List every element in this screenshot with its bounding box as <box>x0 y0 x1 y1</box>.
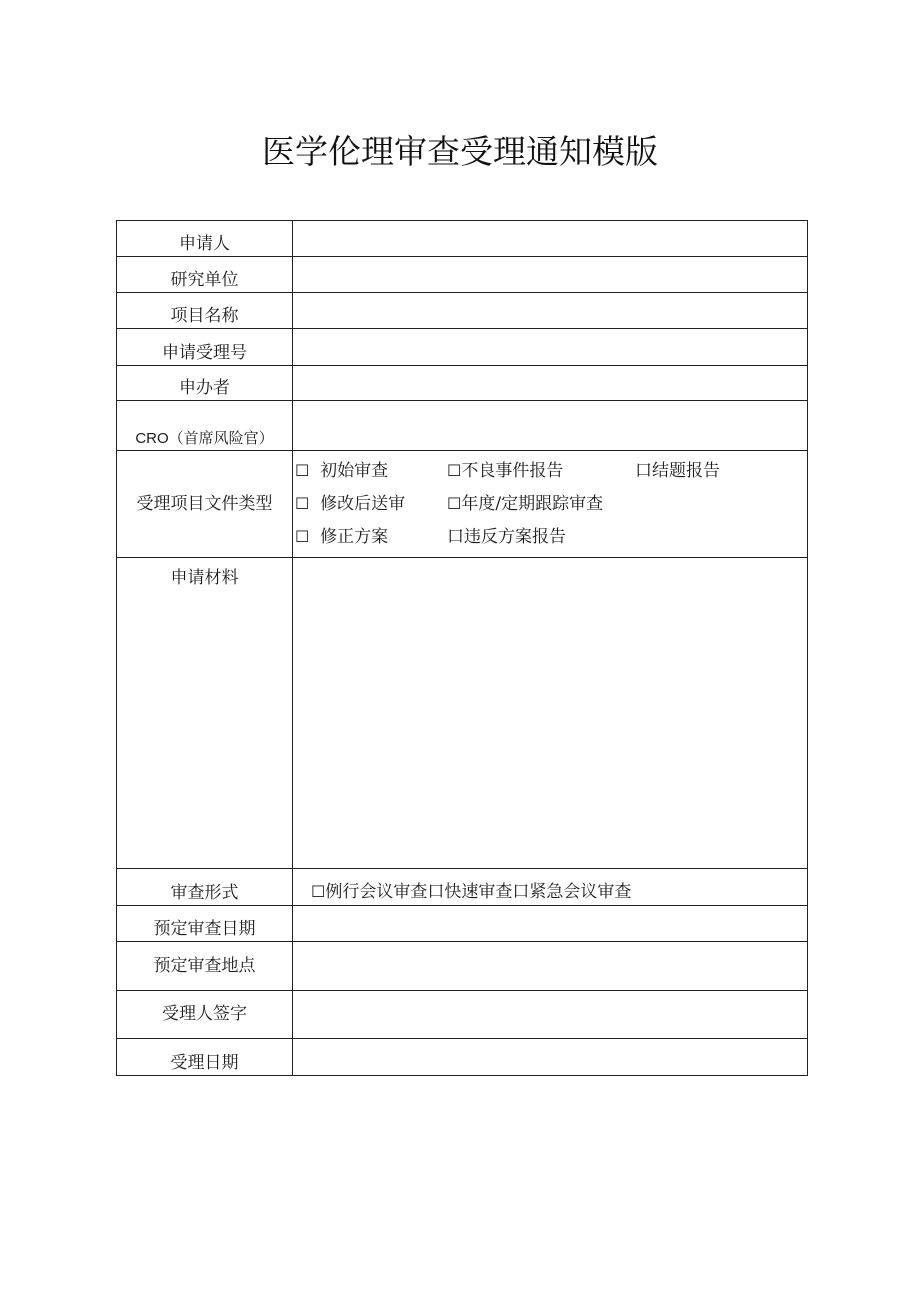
row-scheduled-date <box>117 906 808 942</box>
option-amendment-label: 修正方案 <box>320 527 389 547</box>
row-application-no <box>117 329 808 366</box>
project-name-label: 项目名称 <box>117 293 293 329</box>
option-initial-review-label: 初始审查 <box>320 461 389 481</box>
checkbox-icon: ☐ <box>447 461 462 480</box>
receiver-signature-field[interactable] <box>293 991 808 1039</box>
materials-field[interactable] <box>293 558 808 869</box>
sponsor-field[interactable] <box>293 366 808 401</box>
cro-label-text: CRO（首席风险官） <box>135 430 274 447</box>
option-violation-report[interactable] <box>447 529 566 546</box>
row-materials <box>117 558 808 869</box>
row-doc-type <box>117 451 808 558</box>
application-no-field[interactable] <box>293 329 808 366</box>
row-applicant <box>117 221 808 257</box>
row-research-unit <box>117 257 808 293</box>
option-revised-resubmit-label: 修改后送审 <box>320 494 406 514</box>
sponsor-label: 申办者 <box>117 366 293 401</box>
option-emergency-meeting[interactable] <box>512 882 631 902</box>
row-sponsor <box>117 366 808 401</box>
research-unit-field[interactable] <box>293 257 808 293</box>
option-violation-report-label: 违反方案报告 <box>464 527 566 547</box>
applicant-label: 申请人 <box>117 221 293 257</box>
checkbox-icon: ☐ <box>311 881 326 901</box>
checkbox-icon: 口 <box>512 881 530 902</box>
option-initial-review[interactable] <box>295 463 388 480</box>
checkbox-icon: ☐ <box>295 461 310 480</box>
option-adverse-event[interactable] <box>447 463 563 480</box>
cro-label <box>117 401 293 451</box>
scheduled-date-label: 预定审查日期 <box>117 906 293 942</box>
checkbox-icon: 口 <box>427 881 445 902</box>
checkbox-icon: 口 <box>635 461 652 481</box>
scheduled-date-field[interactable] <box>293 906 808 942</box>
option-adverse-event-label: 不良事件报告 <box>461 461 564 481</box>
scheduled-place-field[interactable] <box>293 942 808 991</box>
checkbox-icon: ☐ <box>295 527 310 546</box>
option-annual-tracking[interactable] <box>447 496 603 513</box>
research-unit-label: 研究单位 <box>117 257 293 293</box>
checkbox-icon: ☐ <box>447 494 462 513</box>
doc-type-options <box>293 451 808 558</box>
option-emergency-meeting-label: 紧急会议审查 <box>529 881 632 902</box>
application-no-label: 申请受理号 <box>117 329 293 366</box>
materials-label: 申请材料 <box>117 558 293 869</box>
option-annual-tracking-label: 年度/定期跟踪审查 <box>461 494 604 514</box>
acceptance-form-table <box>116 220 808 1076</box>
option-conclusion-report-label: 结题报告 <box>652 461 720 481</box>
row-cro <box>117 401 808 451</box>
row-receiver-signature <box>117 991 808 1039</box>
option-fast-review[interactable] <box>427 882 512 902</box>
doc-type-label: 受理项目文件类型 <box>117 451 293 558</box>
review-form-label: 审查形式 <box>117 869 293 906</box>
receiver-signature-label: 受理人签字 <box>117 991 293 1039</box>
project-name-field[interactable] <box>293 293 808 329</box>
row-receive-date <box>117 1039 808 1076</box>
receive-date-label: 受理日期 <box>117 1039 293 1076</box>
option-conclusion-report[interactable] <box>635 463 720 480</box>
receive-date-field[interactable] <box>293 1039 808 1076</box>
cro-field[interactable] <box>293 401 808 451</box>
option-fast-review-label: 快速审查 <box>444 881 513 902</box>
checkbox-icon: ☐ <box>295 494 310 513</box>
option-revised-resubmit[interactable] <box>295 496 405 513</box>
checkbox-icon: 口 <box>447 527 464 547</box>
applicant-field[interactable] <box>293 221 808 257</box>
option-amendment[interactable] <box>295 529 388 546</box>
review-form-options <box>293 869 808 906</box>
scheduled-place-label: 预定审查地点 <box>117 942 293 991</box>
option-regular-meeting[interactable] <box>311 882 427 902</box>
row-scheduled-place <box>117 942 808 991</box>
option-regular-meeting-label: 例行会议审查 <box>325 881 428 902</box>
page-title: 医学伦理审查受理通知模版 <box>262 132 658 171</box>
row-review-form <box>117 869 808 906</box>
row-project-name <box>117 293 808 329</box>
